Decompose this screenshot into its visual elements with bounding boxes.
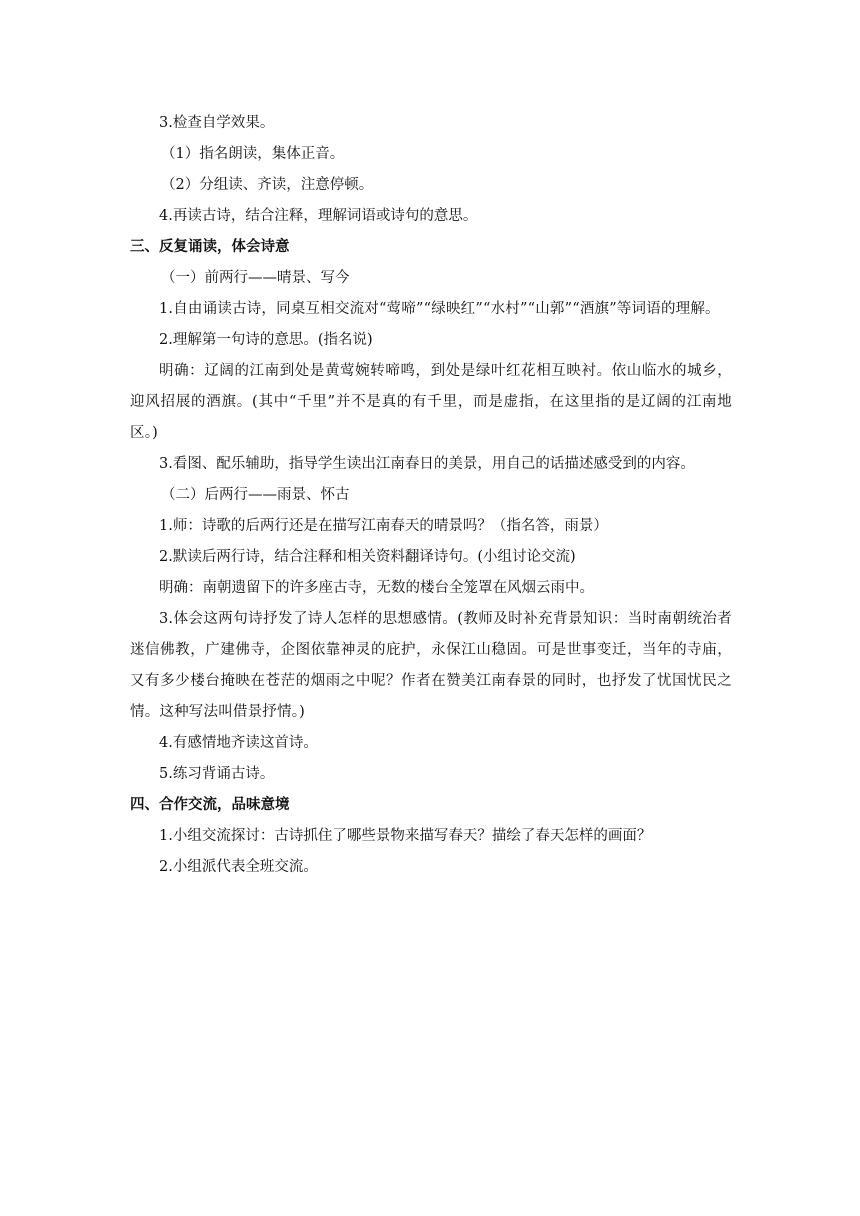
substep-group-read: （2）分组读、齐读，注意停顿。 [161,177,374,193]
section-heading-4: 四、合作交流，品味意境 [130,797,290,813]
step-reread-poem: 4.再读古诗，结合注释，理解词语或诗句的意思。 [159,208,478,224]
paragraph-clarify-1: 明确：辽阔的江南到处是黄莺婉转啼鸣，到处是绿叶红花相互映衬。依山临水的城乡，迎风招展的酒旗。(其中“千里”并不是真的有千里，而是虚指，在这里指的是辽阔的江南地区。) [130,363,732,441]
document-body [130,108,732,883]
step-teacher-question: 1.师：诗歌的后两行还是在描写江南春天的晴景吗？（指名答，雨景） [159,518,608,534]
step-recite: 5.练习背诵古诗。 [159,766,275,782]
paragraph-free-recite: 1.自由诵读古诗，同桌互相交流对“莺啼”“绿映红”“水村”“山郭”“酒旗”等词语的理解。 [159,301,720,317]
step-group-discuss: 1.小组交流探讨：古诗抓住了哪些景物来描写春天？描绘了春天怎样的画面？ [159,828,652,844]
section-heading-3: 三、反复诵读，体会诗意 [130,239,290,255]
step-read-with-feeling: 4.有感情地齐读这首诗。 [159,735,318,751]
subsection-heading-1: （一）前两行——晴景、写今 [161,270,350,286]
step-check-self-study: 3.检查自学效果。 [159,115,275,131]
step-group-report: 2.小组派代表全班交流。 [159,859,318,875]
step-understand-first-line: 2.理解第一句诗的意思。(指名说) [159,332,373,348]
paragraph-feelings: 3.体会这两句诗抒发了诗人怎样的思想感情。(教师及时补充背景知识：当时南朝统治者迷信佛教，广建佛寺，企图依靠神灵的庇护，永保江山稳固。可是世事变迁，当年的寺庙，又有多少楼台掩映在苍茫的烟雨之中呢？作者在赞美江南春景的同时，也抒发了忧国忧民之情。这种写法叫借景抒情。) [130,611,732,720]
subsection-heading-2: （二）后两行——雨景、怀古 [161,487,350,503]
step-silent-read: 2.默读后两行诗，结合注释和相关资料翻译诗句。(小组讨论交流) [159,549,576,565]
step-clarify-2: 明确：南朝遗留下的许多座古寺，无数的楼台全笼罩在风烟云雨中。 [159,580,594,596]
step-picture-music: 3.看图、配乐辅助，指导学生读出江南春日的美景，用自己的话描述感受到的内容。 [159,456,695,472]
substep-read-aloud: （1）指名朗读，集体正音。 [161,146,345,162]
